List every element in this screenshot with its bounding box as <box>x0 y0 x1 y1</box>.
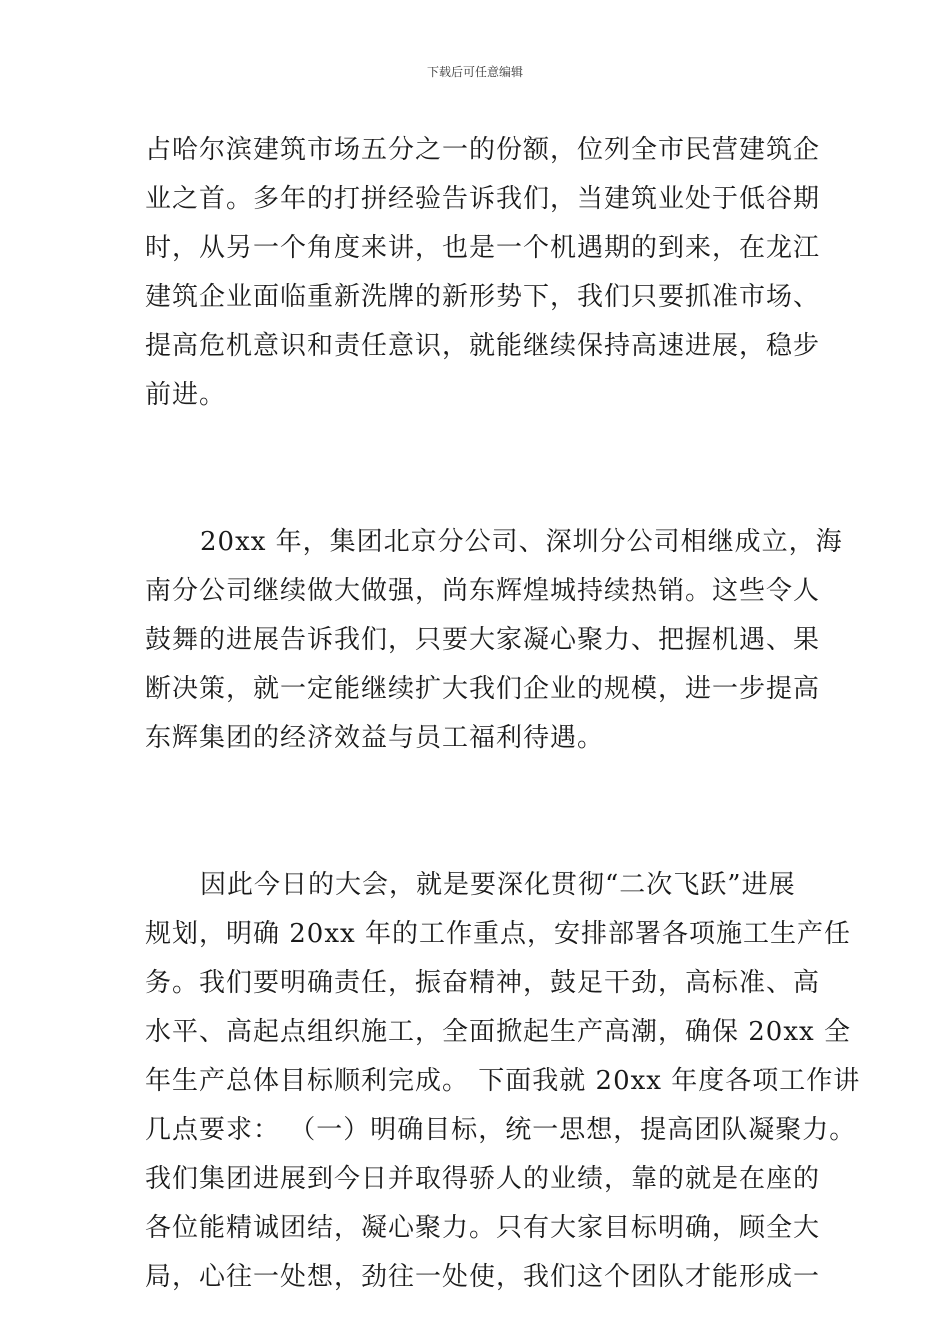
paragraph-line: 南分公司继续做大做强，尚东辉煌城持续热销。这些令人 <box>145 576 821 606</box>
paragraph-line: 务。我们要明确责任，振奋精神，鼓足干劲，高标准、高 <box>145 968 821 998</box>
paragraph-gap <box>145 763 813 812</box>
paragraph-line: 占哈尔滨建筑市场五分之一的份额，位列全市民营建筑企 <box>145 135 821 165</box>
paragraph-1 <box>145 126 821 420</box>
paragraph-line: 因此今日的大会，就是要深化贯彻“二次飞跃”进展 <box>200 870 796 900</box>
paragraph-line: 各位能精诚团结，凝心聚力。只有大家目标明确，顾全大 <box>145 1213 821 1243</box>
paragraph-line: 断决策，就一定能继续扩大我们企业的规模，进一步提高 <box>145 674 821 704</box>
paragraph-line: 时，从另一个角度来讲，也是一个机遇期的到来，在龙江 <box>145 233 821 263</box>
paragraph-line: 建筑企业面临重新洗牌的新形势下，我们只要抓准市场、 <box>145 282 821 312</box>
paragraph-line: 几点要求： （一）明确目标，统一思想，提高团队凝聚力。 <box>145 1115 857 1145</box>
paragraph-line: 年生产总体目标顺利完成。 下面我就 20xx 年度各项工作讲 <box>145 1066 861 1096</box>
paragraph-line: 业之首。多年的打拼经验告诉我们，当建筑业处于低谷期 <box>145 184 821 214</box>
paragraph-line: 20xx 年，集团北京分公司、深圳分公司相继成立，海 <box>200 527 843 557</box>
document-body <box>145 126 861 1302</box>
paragraph-line: 东辉集团的经济效益与员工福利待遇。 <box>145 723 605 753</box>
paragraph-line: 局，心往一处想，劲往一处使，我们这个团队才能形成一 <box>145 1262 821 1292</box>
paragraph-gap <box>145 812 813 861</box>
page-header: 下载后可任意编辑 <box>426 65 523 79</box>
paragraph-line: 前进。 <box>145 380 227 410</box>
paragraph-line: 我们集团进展到今日并取得骄人的业绩，靠的就是在座的 <box>145 1164 821 1194</box>
paragraph-3 <box>145 861 861 1302</box>
paragraph-gap <box>145 420 813 469</box>
paragraph-line: 鼓舞的进展告诉我们，只要大家凝心聚力、把握机遇、果 <box>145 625 821 655</box>
paragraph-2 <box>145 518 843 763</box>
paragraph-gap <box>145 469 813 518</box>
paragraph-line: 提高危机意识和责任意识，就能继续保持高速进展，稳步 <box>145 331 821 361</box>
paragraph-line: 水平、高起点组织施工，全面掀起生产高潮，确保 20xx 全 <box>145 1017 851 1047</box>
paragraph-line: 规划，明确 20xx 年的工作重点，安排部署各项施工生产任 <box>145 919 851 949</box>
